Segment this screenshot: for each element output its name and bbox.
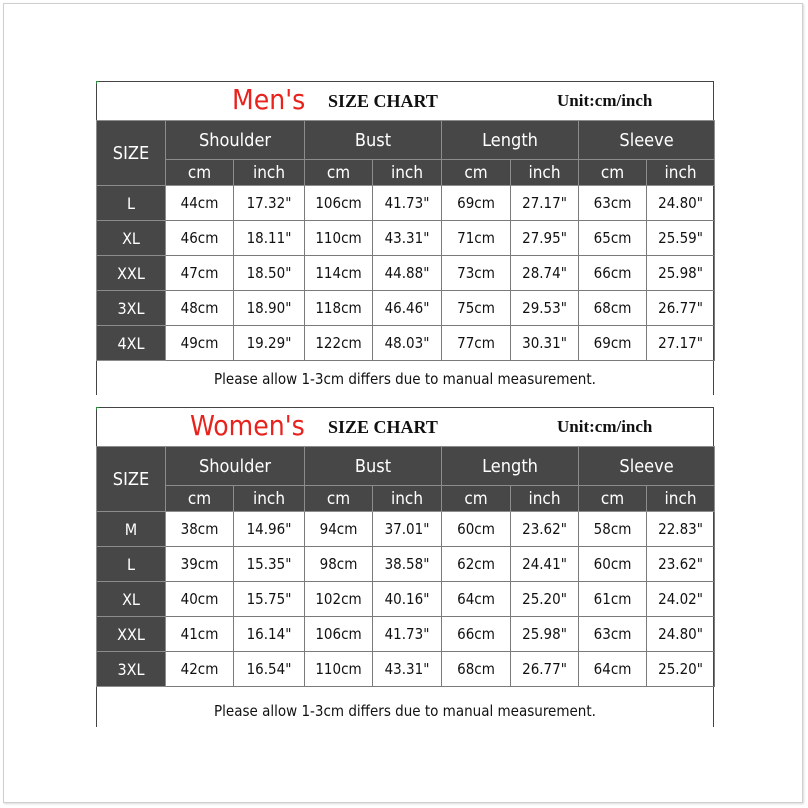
measurement-cell: 110cm (305, 652, 373, 687)
measurement-cell: 29.53" (511, 291, 579, 326)
unit-header: cm (166, 160, 234, 186)
group-header-sleeve: Sleeve (579, 121, 715, 160)
measurement-cell: 65cm (579, 221, 647, 256)
measurement-cell: 49cm (166, 326, 234, 361)
table-row (97, 186, 715, 221)
measurement-cell: 106cm (305, 617, 373, 652)
measurement-cell: 61cm (579, 582, 647, 617)
group-header-bust: Bust (305, 447, 442, 486)
mens-size-table (96, 120, 715, 361)
mens-table-body (97, 186, 715, 361)
mens-measurement-note: Please allow 1-3cm differs due to manual measurement. (97, 362, 713, 396)
measurement-cell: 118cm (305, 291, 373, 326)
mens-size-chart (96, 81, 714, 395)
mens-title-bar (97, 82, 713, 121)
size-label: 3XL (97, 652, 166, 687)
measurement-cell: 38cm (166, 512, 234, 547)
measurement-cell: 43.31" (373, 221, 442, 256)
unit-header: inch (511, 160, 579, 186)
measurement-cell: 42cm (166, 652, 234, 687)
measurement-cell: 25.20" (511, 582, 579, 617)
measurement-cell: 24.41" (511, 547, 579, 582)
unit-header: cm (579, 486, 647, 512)
measurement-cell: 71cm (442, 221, 511, 256)
size-column-header: SIZE (97, 447, 166, 512)
measurement-cell: 26.77" (511, 652, 579, 687)
unit-header: cm (579, 160, 647, 186)
measurement-cell: 102cm (305, 582, 373, 617)
table-row (97, 582, 715, 617)
unit-header: inch (234, 160, 305, 186)
measurement-cell: 22.83" (647, 512, 715, 547)
womens-gender-label: Women's (190, 409, 305, 442)
measurement-cell: 48cm (166, 291, 234, 326)
unit-header: inch (373, 486, 442, 512)
table-row (97, 221, 715, 256)
group-header-shoulder: Shoulder (166, 121, 305, 160)
measurement-cell: 60cm (579, 547, 647, 582)
measurement-cell: 68cm (579, 291, 647, 326)
measurement-cell: 24.80" (647, 186, 715, 221)
womens-measurement-note: Please allow 1-3cm differs due to manual measurement. (97, 694, 713, 728)
measurement-cell: 40.16" (373, 582, 442, 617)
table-row (97, 326, 715, 361)
measurement-cell: 37.01" (373, 512, 442, 547)
womens-chart-heading: SIZE CHART (328, 417, 438, 437)
measurement-cell: 62cm (442, 547, 511, 582)
table-row (97, 512, 715, 547)
table-unit-header (97, 160, 715, 186)
measurement-cell: 64cm (579, 652, 647, 687)
measurement-cell: 44cm (166, 186, 234, 221)
measurement-cell: 30.31" (511, 326, 579, 361)
measurement-cell: 75cm (442, 291, 511, 326)
unit-header: inch (511, 486, 579, 512)
measurement-cell: 38.58" (373, 547, 442, 582)
mens-gender-label: Men's (232, 83, 306, 116)
measurement-cell: 41cm (166, 617, 234, 652)
table-row (97, 547, 715, 582)
measurement-cell: 66cm (579, 256, 647, 291)
group-header-shoulder: Shoulder (166, 447, 305, 486)
measurement-cell: 17.32" (234, 186, 305, 221)
measurement-cell: 46.46" (373, 291, 442, 326)
measurement-cell: 98cm (305, 547, 373, 582)
womens-unit-label: Unit:cm/inch (557, 417, 653, 436)
unit-header: inch (373, 160, 442, 186)
measurement-cell: 43.31" (373, 652, 442, 687)
measurement-cell: 25.98" (511, 617, 579, 652)
group-header-bust: Bust (305, 121, 442, 160)
measurement-cell: 66cm (442, 617, 511, 652)
measurement-cell: 25.20" (647, 652, 715, 687)
measurement-cell: 94cm (305, 512, 373, 547)
unit-header: inch (234, 486, 305, 512)
size-label: XL (97, 582, 166, 617)
measurement-cell: 16.14" (234, 617, 305, 652)
unit-header: inch (647, 160, 715, 186)
measurement-cell: 110cm (305, 221, 373, 256)
measurement-cell: 27.95" (511, 221, 579, 256)
mens-chart-heading: SIZE CHART (328, 91, 438, 111)
womens-size-chart (96, 407, 714, 727)
measurement-cell: 106cm (305, 186, 373, 221)
size-label: 3XL (97, 291, 166, 326)
womens-title-bar (97, 408, 713, 447)
measurement-cell: 48.03" (373, 326, 442, 361)
measurement-cell: 77cm (442, 326, 511, 361)
table-group-header (97, 447, 715, 486)
measurement-cell: 25.98" (647, 256, 715, 291)
measurement-cell: 19.29" (234, 326, 305, 361)
size-label: L (97, 186, 166, 221)
measurement-cell: 27.17" (511, 186, 579, 221)
measurement-cell: 41.73" (373, 186, 442, 221)
measurement-cell: 14.96" (234, 512, 305, 547)
measurement-cell: 63cm (579, 186, 647, 221)
table-row (97, 617, 715, 652)
womens-table-body (97, 512, 715, 687)
measurement-cell: 28.74" (511, 256, 579, 291)
measurement-cell: 26.77" (647, 291, 715, 326)
unit-header: cm (166, 486, 234, 512)
measurement-cell: 18.50" (234, 256, 305, 291)
group-header-length: Length (442, 121, 579, 160)
unit-header: cm (442, 486, 511, 512)
measurement-cell: 63cm (579, 617, 647, 652)
measurement-cell: 16.54" (234, 652, 305, 687)
measurement-cell: 23.62" (511, 512, 579, 547)
table-row (97, 652, 715, 687)
measurement-cell: 69cm (579, 326, 647, 361)
measurement-cell: 68cm (442, 652, 511, 687)
measurement-cell: 64cm (442, 582, 511, 617)
measurement-cell: 46cm (166, 221, 234, 256)
measurement-cell: 41.73" (373, 617, 442, 652)
size-label: XXL (97, 256, 166, 291)
measurement-cell: 69cm (442, 186, 511, 221)
measurement-cell: 15.35" (234, 547, 305, 582)
unit-header: cm (442, 160, 511, 186)
size-label: L (97, 547, 166, 582)
table-group-header (97, 121, 715, 160)
measurement-cell: 24.80" (647, 617, 715, 652)
measurement-cell: 47cm (166, 256, 234, 291)
measurement-cell: 40cm (166, 582, 234, 617)
womens-size-table (96, 446, 715, 687)
measurement-cell: 18.11" (234, 221, 305, 256)
unit-header: cm (305, 486, 373, 512)
measurement-cell: 24.02" (647, 582, 715, 617)
group-header-length: Length (442, 447, 579, 486)
measurement-cell: 114cm (305, 256, 373, 291)
measurement-cell: 122cm (305, 326, 373, 361)
measurement-cell: 58cm (579, 512, 647, 547)
measurement-cell: 25.59" (647, 221, 715, 256)
measurement-cell: 73cm (442, 256, 511, 291)
measurement-cell: 27.17" (647, 326, 715, 361)
mens-unit-label: Unit:cm/inch (557, 91, 653, 110)
unit-header: cm (305, 160, 373, 186)
size-label: M (97, 512, 166, 547)
measurement-cell: 44.88" (373, 256, 442, 291)
measurement-cell: 39cm (166, 547, 234, 582)
unit-header: inch (647, 486, 715, 512)
size-column-header: SIZE (97, 121, 166, 186)
size-label: 4XL (97, 326, 166, 361)
size-label: XXL (97, 617, 166, 652)
group-header-sleeve: Sleeve (579, 447, 715, 486)
measurement-cell: 18.90" (234, 291, 305, 326)
measurement-cell: 60cm (442, 512, 511, 547)
table-unit-header (97, 486, 715, 512)
size-label: XL (97, 221, 166, 256)
measurement-cell: 15.75" (234, 582, 305, 617)
table-row (97, 256, 715, 291)
measurement-cell: 23.62" (647, 547, 715, 582)
table-row (97, 291, 715, 326)
